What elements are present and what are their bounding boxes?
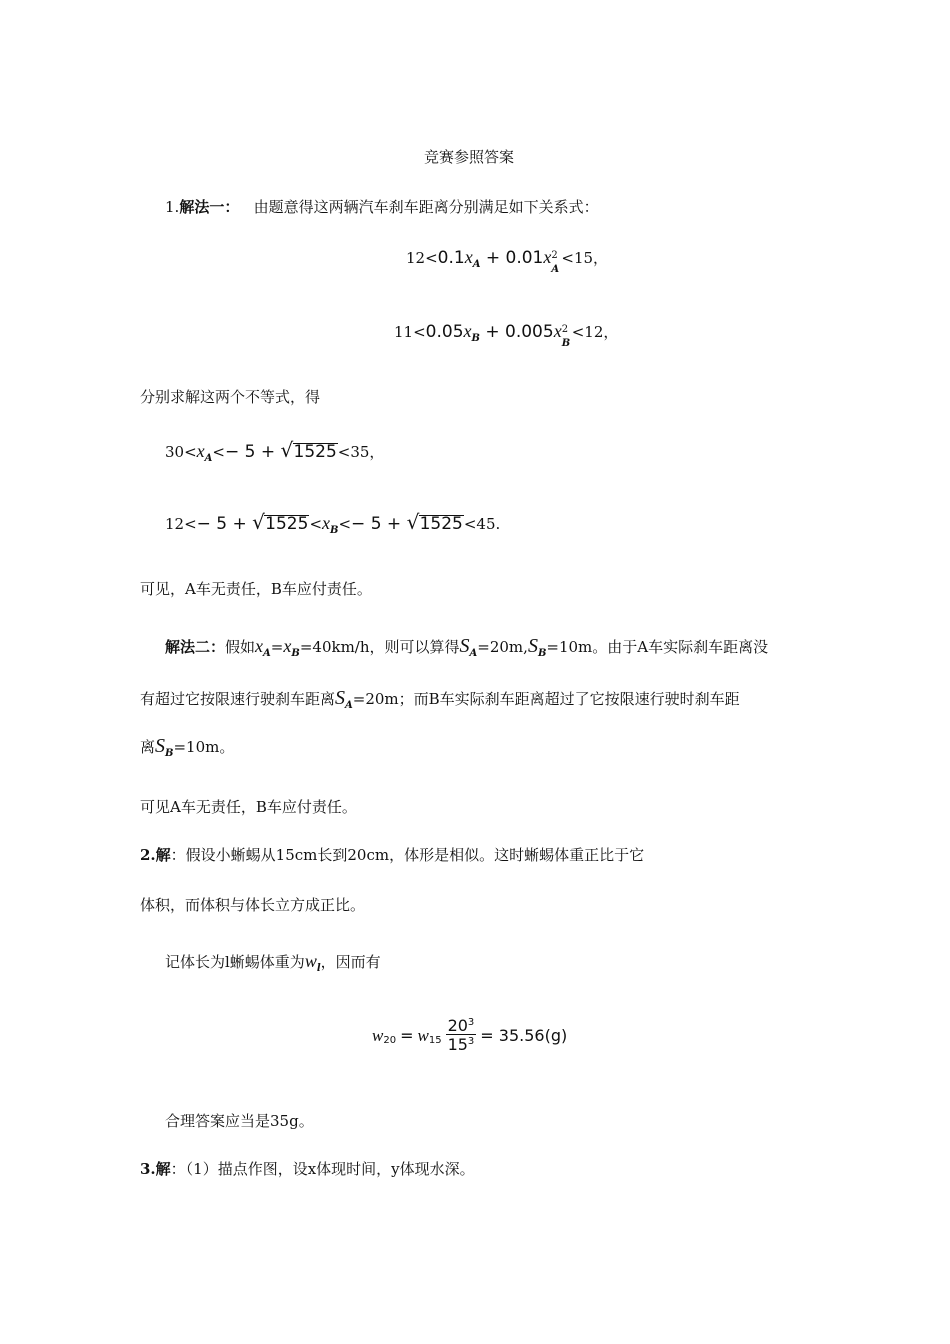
method-1-label: 解法一： xyxy=(179,198,240,216)
solve-text: 分别求解这两个不等式，得 xyxy=(140,388,321,406)
problem-2-line-3: 记体长为l蜥蜴体重为$w_l$，因而有 xyxy=(165,951,381,974)
weight-equation: w 20 = w 15 $\frac{20^3}{15^3}$ = 35.56(g) xyxy=(372,1016,568,1054)
conclusion-2: 可见A车无责任，B车应付责任。 xyxy=(140,798,357,816)
inequality-b: $11<0.05x_B + 0.005x$ 2 B <12， xyxy=(394,321,619,349)
problem-2-line-1: 2.解：假设小蜥蜴从15cm长到20cm，体形是相似。这时蜥蜴体重正比于它 xyxy=(140,846,645,864)
problem-2-answer: 合理答案应当是35g。 xyxy=(165,1112,314,1130)
problem-2-line-2: 体积，而体积与体长立方成正比。 xyxy=(140,896,366,914)
method-2-label: 解法二： xyxy=(165,638,226,656)
inequality-a: $12<0.1x_A + 0.01x$ 2 A <15， xyxy=(406,247,609,275)
problem-3-line-1: 3.解：（1）描点作图，设x体现时间，y体现水深。 xyxy=(140,1160,475,1178)
problem-1-text: 由题意得这两辆汽车刹车距离分别满足如下关系式： xyxy=(253,198,599,216)
method-2-line-1: 解法二：假如$x_A=x_B=40km/h$，则可以算得$S_A=20m,S_B=10m$。由于A车实际刹车距离没 xyxy=(165,635,769,659)
page-title: 竞赛参照答案 xyxy=(424,148,515,166)
conclusion-1: 可见，A车无责任，B车应付责任。 xyxy=(140,580,372,598)
method-2-line-3: 离$S_B=10m$。 xyxy=(140,735,235,759)
method-2-line-2: 有超过它按限速行驶刹车距离$S_A=20m$；而B车实际刹车距离超过了它按限速行驶时刹车距 xyxy=(140,687,740,711)
problem-1-intro xyxy=(165,200,599,215)
solution-xa: $30<x_A<- 5$ + √ 1525<35， xyxy=(165,438,385,464)
solution-xb: 12<− 5 + √ $1525<x_B<- 5$ + √ 1525<45. xyxy=(165,510,501,536)
problem-1-number: 1. xyxy=(165,198,180,216)
